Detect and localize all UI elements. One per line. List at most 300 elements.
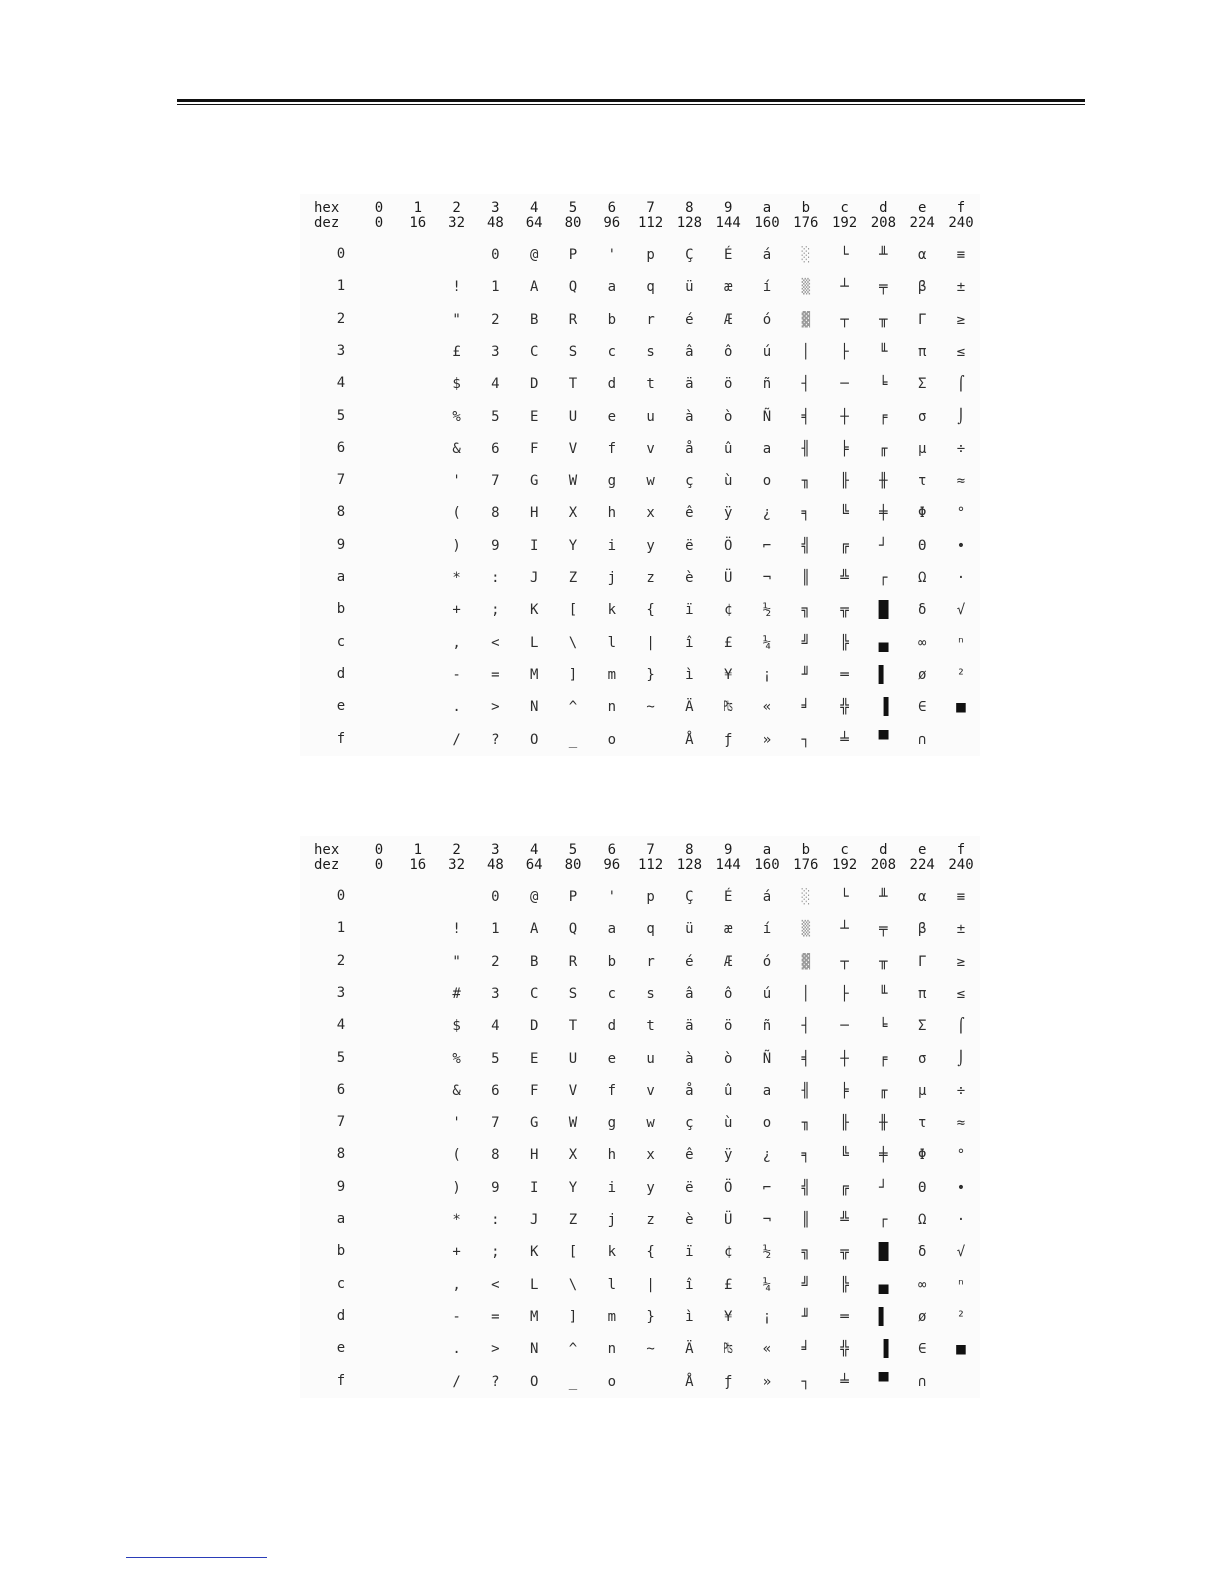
char-cell: 4 <box>491 1018 500 1035</box>
char-cell: α <box>917 247 927 263</box>
row-label: 9 <box>336 1178 346 1195</box>
char-cell: ▀ <box>878 729 889 749</box>
char-cell: a <box>607 921 617 938</box>
row-label: 8 <box>336 1146 346 1163</box>
char-cell: | <box>646 1276 655 1293</box>
char-cell: = <box>491 666 500 683</box>
char-cell: P <box>568 889 578 905</box>
char-cell: í <box>762 921 772 938</box>
char-cell: ╦ <box>840 1244 849 1261</box>
char-cell: Γ <box>917 311 927 328</box>
dez-label: dez <box>314 857 340 873</box>
char-cell: ║ <box>801 1212 811 1228</box>
column-hex-header: 5 <box>568 842 578 858</box>
char-cell: â <box>685 985 694 1002</box>
char-cell: v <box>646 1082 655 1099</box>
char-cell: Ñ <box>762 408 772 425</box>
char-cell: ₧ <box>723 1341 733 1358</box>
char-cell: T <box>568 1018 578 1035</box>
char-cell: ╕ <box>801 1147 811 1164</box>
char-cell: . <box>452 699 461 716</box>
char-cell: ¡ <box>762 1308 772 1325</box>
char-cell: ╔ <box>840 1179 849 1196</box>
char-cell: : <box>491 1212 500 1228</box>
char-cell: { <box>646 1244 655 1261</box>
char-cell: p <box>646 889 655 905</box>
char-cell: ╘ <box>879 376 888 393</box>
char-cell: ç <box>685 1115 694 1132</box>
char-cell: t <box>646 376 655 393</box>
char-cell: U <box>568 1050 578 1067</box>
char-cell: t <box>646 1018 655 1035</box>
char-cell: ▐ <box>878 697 889 717</box>
row-label: 6 <box>336 439 346 456</box>
char-cell: ▌ <box>878 664 889 684</box>
column-dez-header: 240 <box>948 857 974 873</box>
char-cell: ╨ <box>879 889 888 905</box>
char-cell: ú <box>762 343 772 360</box>
char-cell: q <box>646 279 655 296</box>
char-cell: ≤ <box>956 343 966 360</box>
char-cell: : <box>491 570 500 586</box>
row-label: d <box>336 665 346 682</box>
char-cell: ╥ <box>879 311 888 328</box>
char-cell: ╜ <box>801 1308 811 1325</box>
char-cell: m <box>607 666 617 683</box>
char-cell: ≈ <box>956 1115 966 1132</box>
char-cell: æ <box>723 279 733 296</box>
row-label: f <box>336 1372 346 1389</box>
char-cell: ƒ <box>723 731 733 748</box>
char-cell: ô <box>723 343 733 360</box>
row-label: 1 <box>336 920 346 937</box>
char-cell: å <box>685 1082 694 1099</box>
char-cell: ~ <box>646 699 655 716</box>
char-cell: ╫ <box>879 473 888 490</box>
char-cell: á <box>762 889 772 905</box>
char-cell: - <box>452 1308 461 1325</box>
charset-table-2 <box>300 836 980 1398</box>
char-cell: N <box>529 699 539 716</box>
char-cell: R <box>568 311 578 328</box>
char-cell: J <box>529 570 539 586</box>
char-cell: é <box>685 953 694 970</box>
char-cell: ╚ <box>840 505 849 522</box>
char-cell: ╡ <box>801 408 811 425</box>
char-cell: ¼ <box>762 634 772 651</box>
char-cell: c <box>607 343 617 360</box>
char-cell: ╔ <box>840 537 849 554</box>
char-cell: v <box>646 440 655 457</box>
char-cell: • <box>956 1179 966 1196</box>
char-cell: % <box>452 408 461 425</box>
char-cell: w <box>646 1115 655 1132</box>
char-cell: ∈ <box>917 699 927 716</box>
char-cell: ' <box>452 1115 461 1132</box>
column-hex-header: f <box>956 842 966 858</box>
char-cell: ü <box>685 921 694 938</box>
char-cell: ╧ <box>840 731 849 748</box>
char-cell: Q <box>568 921 578 938</box>
char-cell: ▓ <box>801 953 811 970</box>
char-cell: í <box>762 279 772 296</box>
char-cell: ┐ <box>801 1373 811 1390</box>
row-label: 3 <box>336 342 346 359</box>
char-cell: x <box>646 1147 655 1164</box>
column-hex-header: 9 <box>723 200 733 216</box>
char-cell: X <box>568 505 578 522</box>
char-cell: z <box>646 1212 655 1228</box>
char-cell: ] <box>568 1308 578 1325</box>
column-hex-header: c <box>840 200 849 216</box>
char-cell: ╖ <box>801 473 811 490</box>
char-cell: f <box>607 440 617 457</box>
char-cell: ê <box>685 505 694 522</box>
char-cell: ï <box>685 602 694 619</box>
char-cell: ∈ <box>917 1341 927 1358</box>
char-cell: û <box>723 1082 733 1099</box>
column-hex-header: 6 <box>607 842 617 858</box>
hex-label: hex <box>314 200 340 216</box>
char-cell: k <box>607 602 617 619</box>
char-cell: î <box>685 634 694 651</box>
char-cell: Ä <box>685 1341 694 1358</box>
char-cell: W <box>568 473 578 490</box>
char-cell: ╕ <box>801 505 811 522</box>
char-cell: ╒ <box>879 1050 888 1067</box>
char-cell: ╢ <box>801 1082 811 1099</box>
char-cell: ± <box>956 921 966 938</box>
char-cell: ▒ <box>801 921 811 938</box>
column-hex-header: 1 <box>413 200 423 216</box>
char-cell: ⁿ <box>956 634 966 651</box>
char-cell: @ <box>529 889 539 905</box>
char-cell: Σ <box>917 1018 927 1035</box>
char-cell: ╛ <box>801 1341 811 1358</box>
column-dez-header: 128 <box>676 215 703 231</box>
char-cell: z <box>646 570 655 586</box>
char-cell: ┼ <box>840 1050 849 1067</box>
char-cell: É <box>723 889 733 905</box>
char-cell: Ü <box>723 570 733 586</box>
char-cell: b <box>607 311 617 328</box>
char-cell: ═ <box>840 1308 849 1325</box>
char-cell: ╣ <box>801 1179 811 1196</box>
char-cell: ┌ <box>879 1212 888 1228</box>
row-label: 4 <box>336 375 346 392</box>
char-cell: Γ <box>917 953 927 970</box>
char-cell: + <box>452 1244 461 1261</box>
char-cell: 7 <box>491 473 500 490</box>
char-cell: r <box>646 311 655 328</box>
char-cell: ) <box>452 537 461 554</box>
char-cell: ¼ <box>762 1276 772 1293</box>
column-dez-header: 128 <box>676 857 703 873</box>
char-cell: π <box>917 343 927 360</box>
column-hex-header: 3 <box>491 842 500 858</box>
row-label: c <box>336 633 346 650</box>
char-cell: $ <box>452 376 461 393</box>
char-cell: ? <box>491 731 500 748</box>
char-cell: ╗ <box>801 602 811 619</box>
char-cell: ù <box>723 473 733 490</box>
char-cell: { <box>646 602 655 619</box>
char-cell: I <box>529 537 539 554</box>
char-cell: > <box>491 1341 500 1358</box>
char-cell: p <box>646 247 655 263</box>
row-label: 6 <box>336 1081 346 1098</box>
char-cell: 8 <box>491 1147 500 1164</box>
char-cell: j <box>607 1212 617 1228</box>
char-cell: ⌐ <box>762 537 772 554</box>
char-cell: ├ <box>840 343 849 360</box>
row-label: a <box>336 1211 346 1227</box>
column-hex-header: 3 <box>491 200 500 216</box>
char-cell: 0 <box>491 889 500 905</box>
column-dez-header: 192 <box>831 215 858 231</box>
char-cell: « <box>762 699 772 716</box>
char-cell: û <box>723 440 733 457</box>
char-cell: ø <box>917 1308 927 1325</box>
char-cell: ═ <box>840 666 849 683</box>
char-cell: ¢ <box>723 1244 733 1261</box>
char-cell: ½ <box>762 602 772 619</box>
char-cell: M <box>529 666 539 683</box>
char-cell: │ <box>801 343 811 360</box>
char-cell: ▄ <box>878 1274 889 1294</box>
char-cell: Q <box>568 279 578 296</box>
char-cell: 8 <box>491 505 500 522</box>
char-cell: 3 <box>491 343 500 360</box>
char-cell: ╖ <box>801 1115 811 1132</box>
char-cell: * <box>452 1212 461 1228</box>
char-cell: l <box>607 634 617 651</box>
char-cell: Φ <box>917 505 927 522</box>
char-cell: \ <box>568 1276 578 1293</box>
char-cell: Ö <box>723 1179 733 1196</box>
char-cell: O <box>529 731 539 748</box>
column-dez-header: 96 <box>603 215 621 231</box>
row-label: 2 <box>336 310 346 327</box>
char-cell: o <box>762 473 772 490</box>
column-hex-header: f <box>956 200 966 216</box>
char-cell: T <box>568 376 578 393</box>
char-cell: █ <box>878 1242 889 1262</box>
column-dez-header: 96 <box>603 857 621 873</box>
column-dez-header: 192 <box>831 857 858 873</box>
char-cell: ╨ <box>879 247 888 263</box>
char-cell: x <box>646 505 655 522</box>
char-cell: K <box>529 602 539 619</box>
char-cell: └ <box>840 889 849 905</box>
header-rule-thin <box>177 104 1085 105</box>
char-cell: 3 <box>491 985 500 1002</box>
char-cell: ╓ <box>879 440 888 457</box>
char-cell: C <box>529 343 539 360</box>
row-label: e <box>336 1340 346 1357</box>
char-cell: C <box>529 985 539 1002</box>
char-cell: • <box>956 537 966 554</box>
char-cell: τ <box>917 1115 927 1132</box>
char-cell: d <box>607 1018 617 1035</box>
char-cell: e <box>607 408 617 425</box>
header-rule-thick <box>177 99 1085 102</box>
char-cell: ! <box>452 279 461 296</box>
column-dez-header: 48 <box>486 215 504 231</box>
char-cell: π <box>917 985 927 1002</box>
char-cell: i <box>607 537 617 554</box>
char-cell: i <box>607 1179 617 1196</box>
char-cell: + <box>452 602 461 619</box>
char-cell: / <box>452 1373 461 1390</box>
char-cell: U <box>568 408 578 425</box>
char-cell: ┐ <box>801 731 811 748</box>
char-cell: ▌ <box>878 1306 889 1326</box>
char-cell: ] <box>568 666 578 683</box>
char-cell: % <box>452 1050 461 1067</box>
char-cell: ║ <box>801 570 811 586</box>
char-cell: ÿ <box>723 1147 733 1164</box>
char-cell: · <box>956 570 966 586</box>
column-dez-header: 176 <box>793 215 819 231</box>
char-cell: ┬ <box>840 311 849 328</box>
row-label: 7 <box>336 472 346 489</box>
row-label: c <box>336 1275 346 1292</box>
char-cell: M <box>529 1308 539 1325</box>
char-cell: δ <box>917 602 927 619</box>
char-cell: Ñ <box>762 1050 772 1067</box>
char-cell: Ç <box>685 889 694 905</box>
column-hex-header: b <box>801 842 811 858</box>
char-cell: ╧ <box>840 1373 849 1390</box>
char-cell: ö <box>723 376 733 393</box>
char-cell: } <box>646 666 655 683</box>
char-cell: = <box>491 1308 500 1325</box>
char-cell: K <box>529 1244 539 1261</box>
char-cell: ø <box>917 666 927 683</box>
char-cell: ╪ <box>879 1147 888 1164</box>
char-cell: B <box>529 311 539 328</box>
char-cell: Ü <box>723 1212 733 1228</box>
char-cell: ? <box>491 1373 500 1390</box>
char-cell: y <box>646 1179 655 1196</box>
column-dez-header: 160 <box>754 215 780 231</box>
column-hex-header: e <box>917 842 927 858</box>
row-label: 9 <box>336 536 346 553</box>
char-cell: R <box>568 953 578 970</box>
char-cell: ├ <box>840 985 849 1002</box>
char-cell: É <box>723 247 733 263</box>
column-dez-header: 240 <box>948 215 974 231</box>
char-cell: ┬ <box>840 953 849 970</box>
char-cell: o <box>607 1373 617 1390</box>
char-cell: ° <box>956 505 966 522</box>
char-cell: ë <box>685 537 694 554</box>
char-cell: m <box>607 1308 617 1325</box>
char-cell: ü <box>685 279 694 296</box>
char-cell: n <box>607 699 617 716</box>
column-hex-header: 0 <box>374 842 384 858</box>
char-cell: _ <box>568 731 578 748</box>
char-cell: ╒ <box>879 408 888 425</box>
char-cell: H <box>529 1147 539 1164</box>
char-cell: a <box>607 279 617 296</box>
char-cell: ² <box>956 1308 966 1325</box>
char-cell: ╛ <box>801 699 811 716</box>
row-label: 3 <box>336 984 346 1001</box>
char-cell: Y <box>568 1179 578 1196</box>
char-cell: u <box>646 1050 655 1067</box>
char-cell: ñ <box>762 1018 772 1035</box>
char-cell: ╦ <box>840 602 849 619</box>
char-cell: W <box>568 1115 578 1132</box>
char-cell: < <box>491 634 500 651</box>
column-hex-header: 2 <box>452 200 461 216</box>
char-cell: ╟ <box>840 1115 849 1132</box>
char-cell: ⌡ <box>956 408 966 425</box>
char-cell: 9 <box>491 1179 500 1196</box>
column-dez-header: 48 <box>486 857 504 873</box>
char-cell: G <box>529 1115 539 1132</box>
char-cell: è <box>685 570 694 586</box>
char-cell: ╝ <box>801 1276 811 1293</box>
char-cell: µ <box>917 1082 927 1099</box>
char-cell: ┤ <box>801 1018 811 1035</box>
char-cell: δ <box>917 1244 927 1261</box>
char-cell: ╞ <box>840 440 849 457</box>
column-hex-header: a <box>762 200 772 216</box>
char-cell: τ <box>917 473 927 490</box>
char-cell: ╚ <box>840 1147 849 1164</box>
column-hex-header: 0 <box>374 200 384 216</box>
char-cell: Ä <box>685 699 694 716</box>
char-cell: h <box>607 1147 617 1164</box>
char-cell: < <box>491 1276 500 1293</box>
char-cell: Z <box>568 570 578 586</box>
char-cell: ┌ <box>879 570 888 586</box>
char-cell: \ <box>568 634 578 651</box>
column-dez-header: 224 <box>909 857 935 873</box>
char-cell: ) <box>452 1179 461 1196</box>
row-label: b <box>336 601 346 618</box>
char-cell: s <box>646 343 655 360</box>
char-cell: ô <box>723 985 733 1002</box>
char-cell: β <box>917 279 927 296</box>
char-cell: ┴ <box>840 921 849 938</box>
char-cell: ∩ <box>917 1373 927 1390</box>
char-cell: Æ <box>723 953 733 970</box>
char-cell: H <box>529 505 539 522</box>
column-dez-header: 160 <box>754 857 780 873</box>
char-cell: ╙ <box>879 985 888 1002</box>
column-dez-header: 112 <box>637 857 664 873</box>
char-cell: / <box>452 731 461 748</box>
char-cell: o <box>607 731 617 748</box>
char-cell: c <box>607 985 617 1002</box>
char-cell: ₧ <box>723 699 733 716</box>
row-label: d <box>336 1307 346 1324</box>
char-cell: ╩ <box>840 1212 849 1228</box>
char-cell: ∞ <box>917 1276 927 1293</box>
hex-label: hex <box>314 842 340 858</box>
char-cell: ╡ <box>801 1050 811 1067</box>
char-cell: Z <box>568 1212 578 1228</box>
char-cell: S <box>568 343 578 360</box>
column-hex-header: d <box>879 200 888 216</box>
char-cell: Æ <box>723 311 733 328</box>
char-cell: & <box>452 1082 461 1099</box>
column-hex-header: 7 <box>646 842 655 858</box>
